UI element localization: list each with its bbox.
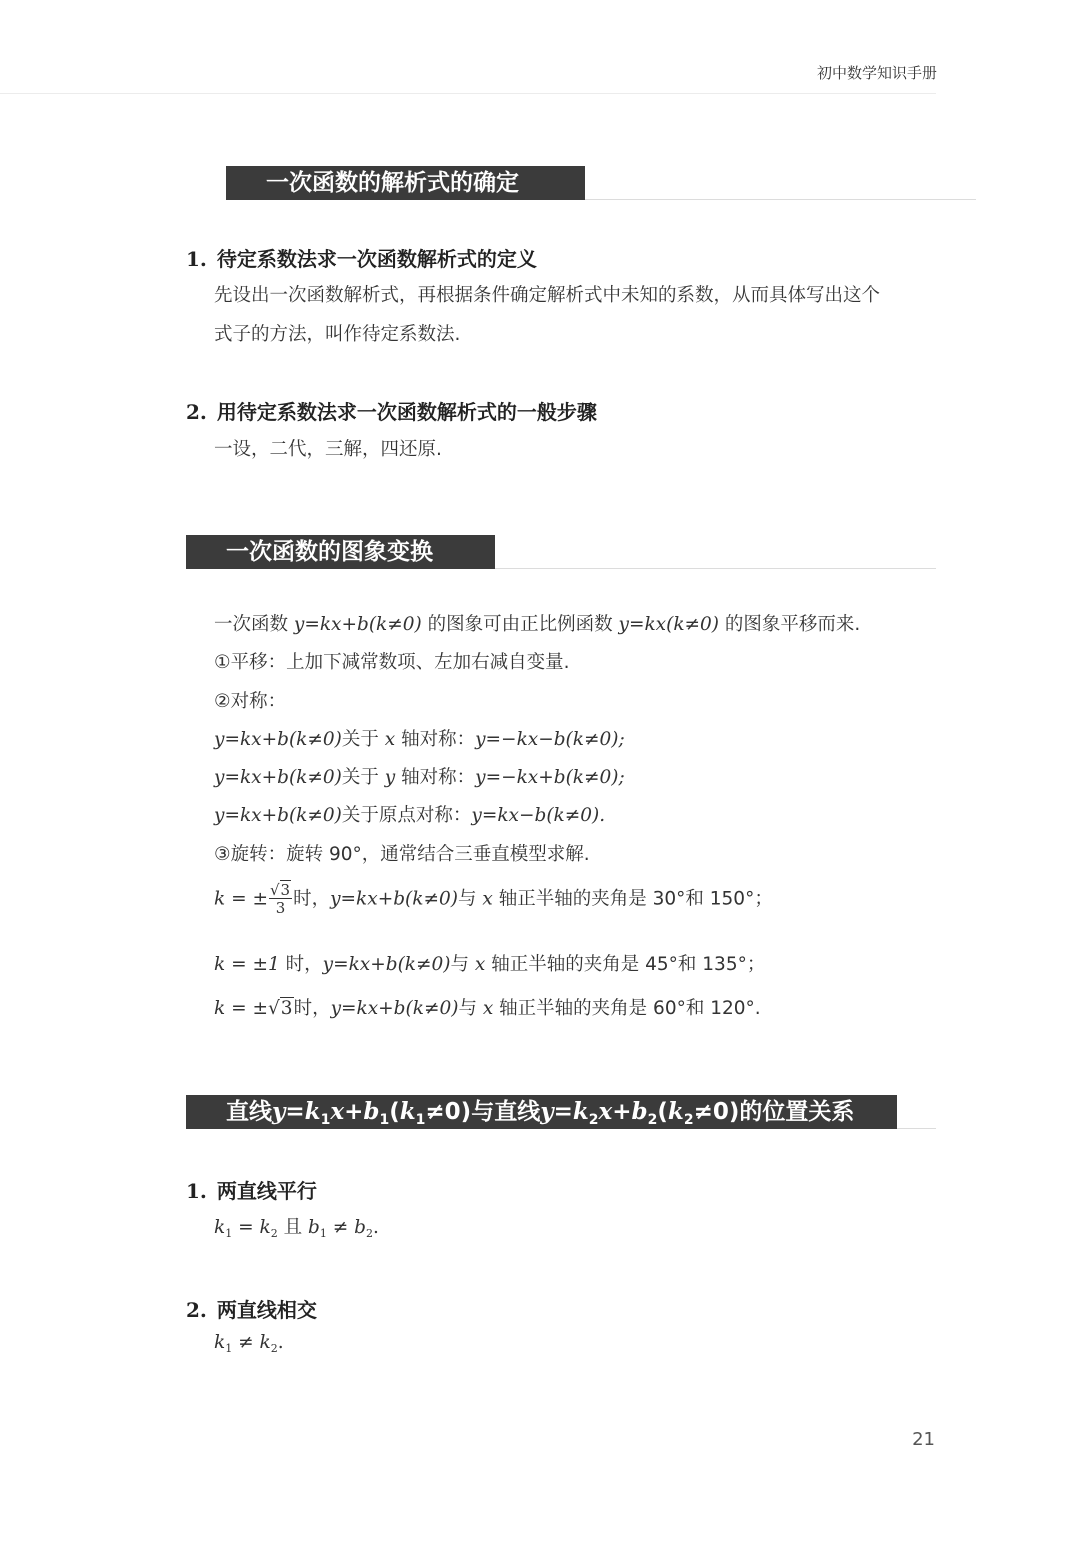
item-number: 1.: [186, 247, 207, 271]
symmetry-line: y=kx+b(k≠0)关于原点对称：y=kx−b(k≠0).: [214, 805, 606, 826]
item-title-1-2: [186, 396, 597, 425]
item-heading: 两直线平行: [216, 1179, 317, 1203]
item-number: 2.: [186, 400, 207, 424]
paragraph-line: 式子的方法，叫作待定系数法.: [214, 324, 461, 345]
fraction: $\frac{√3}{3}$: [269, 881, 291, 917]
condition-line: $k_1 \ne k_2$.: [214, 1332, 284, 1355]
paragraph-line: 先设出一次函数解析式，再根据条件确定解析式中未知的系数，从而具体写出这个: [214, 285, 881, 306]
item-title-1-1: [186, 243, 537, 272]
item-title-3-1: [186, 1175, 317, 1204]
angle-line: k = ±1 时，y=kx+b(k≠0)与 x 轴正半轴的夹角是 45°和 135°；: [214, 954, 766, 975]
angle-line: k = ±√3时，y=kx+b(k≠0)与 x 轴正半轴的夹角是 60°和 120°.: [214, 998, 761, 1019]
section-title-2: 一次函数的图象变换: [226, 539, 433, 565]
section-banner-2: [186, 535, 495, 569]
intro-line: 一次函数 y=kx+b(k≠0) 的图象可由正比例函数 y=kx(k≠0) 的图象平移而来.: [214, 614, 861, 635]
header-rule: [0, 93, 936, 94]
paragraph-line: 一设，二代，三解，四还原.: [214, 439, 442, 460]
angle-line: k = ± $\frac{√3}{3}$ 时，y=kx+b(k≠0)与 x 轴正半轴的夹角是 30°和 150°；: [214, 881, 773, 917]
item-heading: 两直线相交: [216, 1298, 317, 1322]
symmetry-heading: ②对称：: [214, 691, 287, 712]
item-heading: 待定系数法求一次函数解析式的定义: [216, 247, 537, 271]
rotate-line: ③旋转：旋转 90°，通常结合三垂直模型求解.: [214, 844, 590, 865]
section-banner-1: [226, 166, 585, 200]
section-rule-2: [495, 568, 936, 569]
item-number: 1.: [186, 1179, 207, 1203]
square-root: √3: [267, 998, 293, 1019]
item-heading: 用待定系数法求一次函数解析式的一般步骤: [216, 400, 597, 424]
symmetry-line: y=kx+b(k≠0)关于 x 轴对称：y=−kx−b(k≠0);: [214, 729, 625, 750]
section-rule-1: [585, 199, 976, 200]
item-title-3-2: [186, 1294, 317, 1323]
item-number: 2.: [186, 1298, 207, 1322]
translate-line: ①平移：上加下减常数项、左加右减自变量.: [214, 652, 570, 673]
book-title: 初中数学知识手册: [816, 64, 937, 82]
page-number: 21: [912, 1429, 935, 1450]
symmetry-line: y=kx+b(k≠0)关于 y 轴对称：y=−kx+b(k≠0);: [214, 767, 625, 788]
section-banner-3: 直线$y=k_1x+b_1(k_1\ne 0)$与直线$y=k_2x+b_2(k_2\ne 0)$的位置关系: [186, 1095, 897, 1129]
section-title-1: 一次函数的解析式的确定: [266, 170, 519, 196]
section-rule-3: [897, 1128, 936, 1129]
condition-line: $k_1 = k_2$ 且 $b_1 \ne b_2$.: [214, 1217, 379, 1240]
